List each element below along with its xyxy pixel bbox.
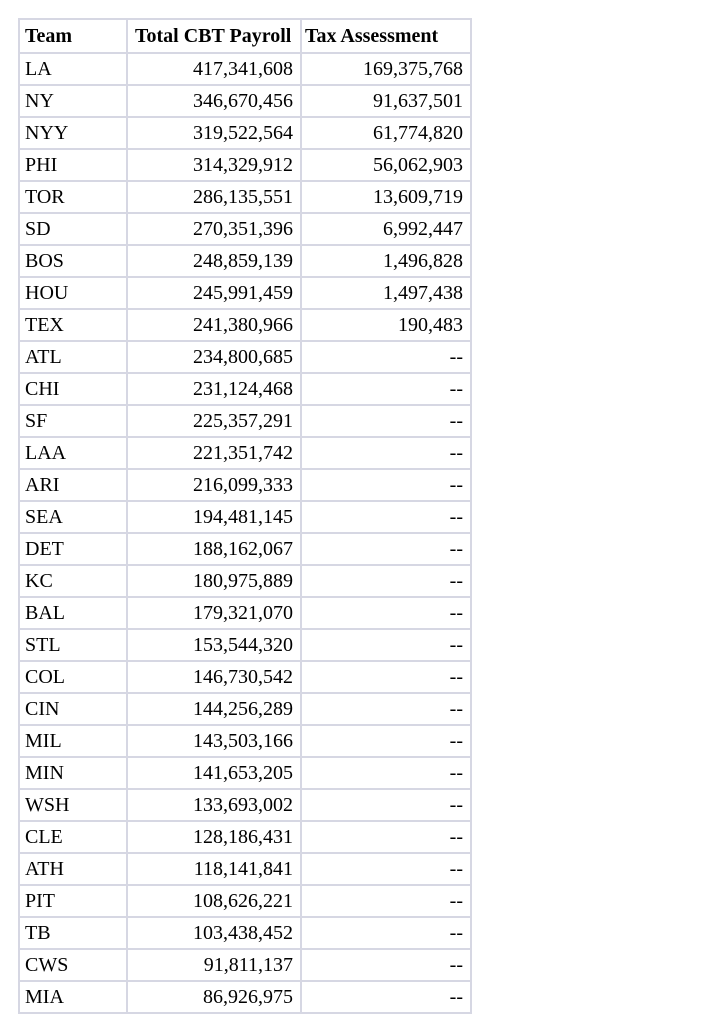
cell-total-cbt-payroll: 234,800,685 bbox=[128, 342, 302, 374]
cell-total-cbt-payroll: 314,329,912 bbox=[128, 150, 302, 182]
cell-tax-assessment: 13,609,719 bbox=[302, 182, 472, 214]
cell-tax-assessment: 56,062,903 bbox=[302, 150, 472, 182]
cell-total-cbt-payroll: 108,626,221 bbox=[128, 886, 302, 918]
cell-team: MIN bbox=[18, 758, 128, 790]
cell-total-cbt-payroll: 103,438,452 bbox=[128, 918, 302, 950]
cell-team: CIN bbox=[18, 694, 128, 726]
table-row bbox=[18, 246, 472, 278]
cell-total-cbt-payroll: 153,544,320 bbox=[128, 630, 302, 662]
table-row bbox=[18, 694, 472, 726]
table-row bbox=[18, 470, 472, 502]
cell-tax-assessment: -- bbox=[302, 374, 472, 406]
cell-total-cbt-payroll: 86,926,975 bbox=[128, 982, 302, 1014]
table-header bbox=[18, 18, 472, 54]
table-row bbox=[18, 886, 472, 918]
cell-tax-assessment: -- bbox=[302, 502, 472, 534]
table-row bbox=[18, 406, 472, 438]
table-row bbox=[18, 278, 472, 310]
cell-tax-assessment: 61,774,820 bbox=[302, 118, 472, 150]
cell-team: PIT bbox=[18, 886, 128, 918]
cell-total-cbt-payroll: 144,256,289 bbox=[128, 694, 302, 726]
cell-tax-assessment: -- bbox=[302, 630, 472, 662]
cell-team: MIL bbox=[18, 726, 128, 758]
column-header-team: Team bbox=[18, 18, 128, 54]
cell-total-cbt-payroll: 319,522,564 bbox=[128, 118, 302, 150]
cbt-payroll-table bbox=[18, 18, 472, 1014]
cell-tax-assessment: -- bbox=[302, 790, 472, 822]
cell-total-cbt-payroll: 133,693,002 bbox=[128, 790, 302, 822]
cell-team: CHI bbox=[18, 374, 128, 406]
cell-tax-assessment: 6,992,447 bbox=[302, 214, 472, 246]
cell-team: TEX bbox=[18, 310, 128, 342]
cell-team: CLE bbox=[18, 822, 128, 854]
table-row bbox=[18, 310, 472, 342]
cell-total-cbt-payroll: 146,730,542 bbox=[128, 662, 302, 694]
cell-total-cbt-payroll: 417,341,608 bbox=[128, 54, 302, 86]
cell-tax-assessment: -- bbox=[302, 918, 472, 950]
cell-total-cbt-payroll: 179,321,070 bbox=[128, 598, 302, 630]
cell-tax-assessment: 1,496,828 bbox=[302, 246, 472, 278]
table-row bbox=[18, 182, 472, 214]
table-body bbox=[18, 54, 472, 1014]
cell-total-cbt-payroll: 221,351,742 bbox=[128, 438, 302, 470]
table-row bbox=[18, 758, 472, 790]
cell-tax-assessment: 91,637,501 bbox=[302, 86, 472, 118]
cell-total-cbt-payroll: 141,653,205 bbox=[128, 758, 302, 790]
table-row bbox=[18, 726, 472, 758]
cell-tax-assessment: 190,483 bbox=[302, 310, 472, 342]
cell-tax-assessment: -- bbox=[302, 662, 472, 694]
table-row bbox=[18, 374, 472, 406]
cell-team: WSH bbox=[18, 790, 128, 822]
table-row bbox=[18, 822, 472, 854]
table-row bbox=[18, 342, 472, 374]
cell-total-cbt-payroll: 188,162,067 bbox=[128, 534, 302, 566]
cell-team: CWS bbox=[18, 950, 128, 982]
cell-tax-assessment: -- bbox=[302, 406, 472, 438]
cell-total-cbt-payroll: 225,357,291 bbox=[128, 406, 302, 438]
cell-tax-assessment: -- bbox=[302, 342, 472, 374]
table-row bbox=[18, 54, 472, 86]
cell-tax-assessment: -- bbox=[302, 758, 472, 790]
cell-tax-assessment: -- bbox=[302, 598, 472, 630]
cell-team: TOR bbox=[18, 182, 128, 214]
cell-team: MIA bbox=[18, 982, 128, 1014]
cell-total-cbt-payroll: 180,975,889 bbox=[128, 566, 302, 598]
table-row bbox=[18, 598, 472, 630]
cell-team: NYY bbox=[18, 118, 128, 150]
cell-tax-assessment: -- bbox=[302, 854, 472, 886]
cell-tax-assessment: 1,497,438 bbox=[302, 278, 472, 310]
cell-tax-assessment: -- bbox=[302, 534, 472, 566]
table-row bbox=[18, 534, 472, 566]
cell-tax-assessment: 169,375,768 bbox=[302, 54, 472, 86]
cell-team: BAL bbox=[18, 598, 128, 630]
cell-team: LAA bbox=[18, 438, 128, 470]
cell-team: NY bbox=[18, 86, 128, 118]
cell-team: TB bbox=[18, 918, 128, 950]
cell-tax-assessment: -- bbox=[302, 470, 472, 502]
table-header-row bbox=[18, 18, 472, 54]
table-row bbox=[18, 854, 472, 886]
cell-total-cbt-payroll: 286,135,551 bbox=[128, 182, 302, 214]
table-row bbox=[18, 502, 472, 534]
cell-team: HOU bbox=[18, 278, 128, 310]
table-row bbox=[18, 950, 472, 982]
cell-total-cbt-payroll: 143,503,166 bbox=[128, 726, 302, 758]
cell-team: STL bbox=[18, 630, 128, 662]
table-row bbox=[18, 790, 472, 822]
table-row bbox=[18, 918, 472, 950]
table-row bbox=[18, 662, 472, 694]
cell-team: ATH bbox=[18, 854, 128, 886]
table-row bbox=[18, 150, 472, 182]
table-row bbox=[18, 118, 472, 150]
cell-team: COL bbox=[18, 662, 128, 694]
cell-team: PHI bbox=[18, 150, 128, 182]
cell-team: ATL bbox=[18, 342, 128, 374]
cell-team: LA bbox=[18, 54, 128, 86]
table-row bbox=[18, 982, 472, 1014]
cell-tax-assessment: -- bbox=[302, 982, 472, 1014]
cell-total-cbt-payroll: 346,670,456 bbox=[128, 86, 302, 118]
table-row bbox=[18, 214, 472, 246]
cell-tax-assessment: -- bbox=[302, 438, 472, 470]
table-row bbox=[18, 86, 472, 118]
cell-team: KC bbox=[18, 566, 128, 598]
cell-total-cbt-payroll: 241,380,966 bbox=[128, 310, 302, 342]
cell-total-cbt-payroll: 118,141,841 bbox=[128, 854, 302, 886]
cell-tax-assessment: -- bbox=[302, 886, 472, 918]
cell-team: BOS bbox=[18, 246, 128, 278]
cell-total-cbt-payroll: 245,991,459 bbox=[128, 278, 302, 310]
cell-total-cbt-payroll: 194,481,145 bbox=[128, 502, 302, 534]
cell-total-cbt-payroll: 128,186,431 bbox=[128, 822, 302, 854]
cell-total-cbt-payroll: 270,351,396 bbox=[128, 214, 302, 246]
cell-team: ARI bbox=[18, 470, 128, 502]
cell-team: SF bbox=[18, 406, 128, 438]
table-row bbox=[18, 630, 472, 662]
cell-tax-assessment: -- bbox=[302, 726, 472, 758]
cell-total-cbt-payroll: 248,859,139 bbox=[128, 246, 302, 278]
table-row bbox=[18, 566, 472, 598]
table-row bbox=[18, 438, 472, 470]
cell-tax-assessment: -- bbox=[302, 566, 472, 598]
cell-tax-assessment: -- bbox=[302, 694, 472, 726]
cell-team: SD bbox=[18, 214, 128, 246]
column-header-tax-assessment: Tax Assessment bbox=[302, 18, 472, 54]
cell-team: DET bbox=[18, 534, 128, 566]
cell-tax-assessment: -- bbox=[302, 822, 472, 854]
cell-total-cbt-payroll: 216,099,333 bbox=[128, 470, 302, 502]
column-header-total-cbt-payroll: Total CBT Payroll bbox=[128, 18, 302, 54]
cell-team: SEA bbox=[18, 502, 128, 534]
cell-tax-assessment: -- bbox=[302, 950, 472, 982]
cell-total-cbt-payroll: 231,124,468 bbox=[128, 374, 302, 406]
cell-total-cbt-payroll: 91,811,137 bbox=[128, 950, 302, 982]
